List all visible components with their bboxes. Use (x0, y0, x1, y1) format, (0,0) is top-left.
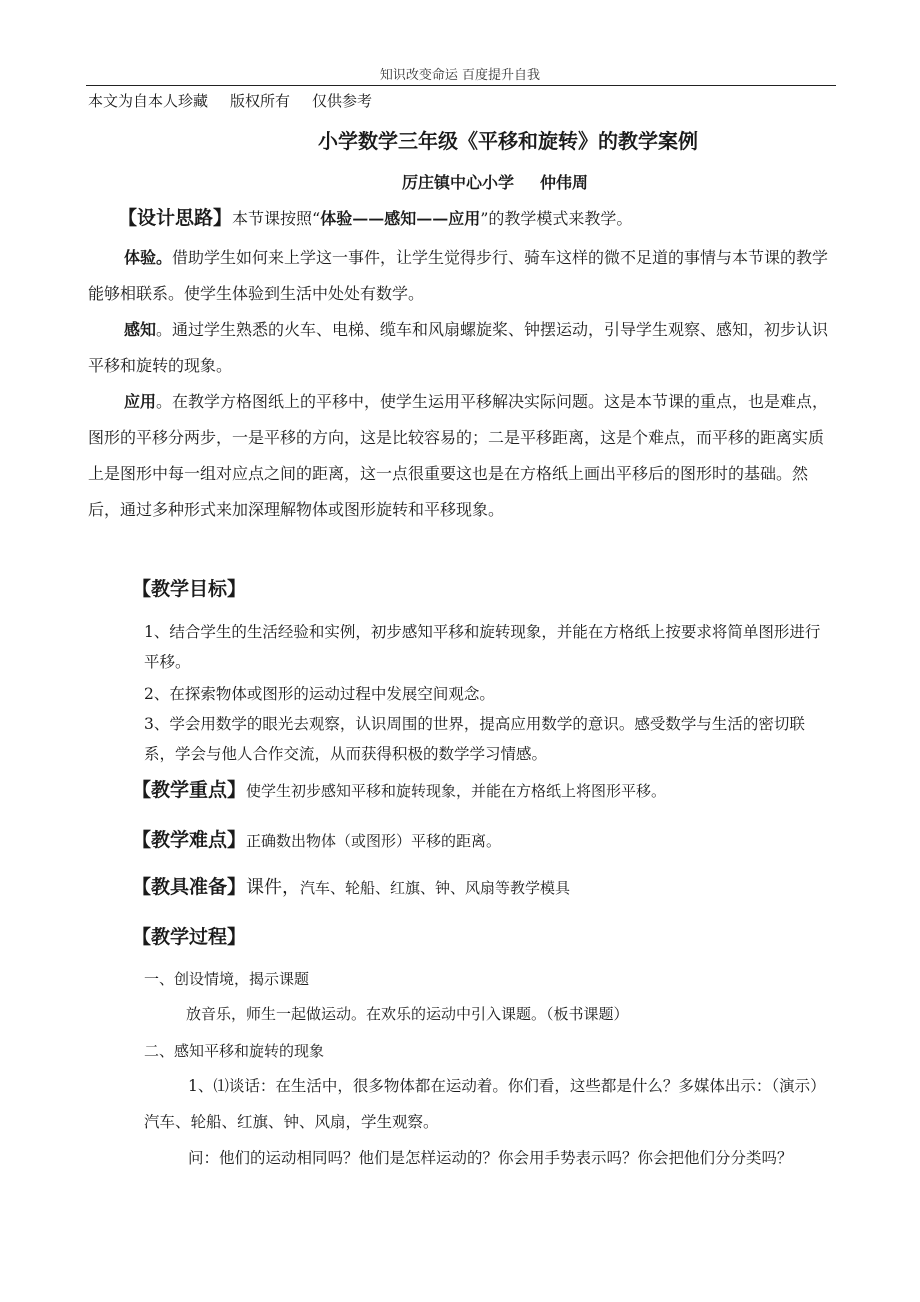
process-step-2-paragraph-1: 1、⑴谈话：在生活中，很多物体都在运动着。你们看，这些都是什么？多媒体出示：（演示）汽车、轮船、红旗、钟、风扇，学生观察。 (144, 1077, 826, 1131)
experience-text: 借助学生如何来上学这一事件，让学生觉得步行、骑车这样的微不足道的事情与本节课的教学能够相联系。使学生体验到生活中处处有数学。 (88, 248, 829, 303)
difficulty-section (132, 825, 501, 852)
author-school: 厉庄镇中心小学 (402, 173, 515, 192)
application-paragraph (88, 384, 832, 528)
design-section (118, 200, 838, 237)
objectives-heading: 【教学目标】 (132, 578, 247, 600)
document-title: 小学数学三年级《平移和旋转》的教学案例 (318, 129, 698, 153)
tools-text: 汽车、轮船、红旗、钟、风扇等教学模具 (300, 879, 571, 897)
objective-item-3: 3、学会用数学的眼光去观察，认识周围的世界，提高应用数学的意识。感受数学与生活的密切联系，学会与他人合作交流，从而获得积极的数学学习情感。 (144, 715, 805, 763)
process-step-2-heading: 二、感知平移和旋转的现象 (144, 1042, 325, 1060)
objective-item-1: 1、结合学生的生活经验和实例，初步感知平移和旋转现象，并能在方格纸上按要求将简单图形进行平移。 (144, 623, 821, 671)
author-name: 仲伟周 (540, 173, 589, 192)
experience-label: 体验。 (124, 248, 173, 267)
perception-paragraph (88, 312, 832, 384)
author-line (402, 170, 588, 193)
experience-paragraph (88, 240, 832, 312)
header-divider (86, 85, 836, 86)
tools-heading: 【教具准备】 (132, 876, 247, 898)
copyright-note (88, 90, 372, 111)
perception-label: 感知 (124, 320, 157, 339)
process-heading: 【教学过程】 (132, 926, 247, 948)
note-part-1: 本文为自本人珍藏 (88, 92, 209, 110)
tools-text-lead: 课件， (246, 877, 301, 898)
process-step-2-paragraph-2: 问：他们的运动相同吗？他们是怎样运动的？你会用手势表示吗？你会把他们分分类吗？ (188, 1149, 793, 1167)
key-point-heading: 【教学重点】 (132, 779, 247, 801)
key-point-section (132, 775, 666, 802)
process-step-1-text: 放音乐，师生一起做运动。在欢乐的运动中引入课题。（板书课题） (186, 1005, 629, 1023)
difficulty-heading: 【教学难点】 (132, 829, 247, 851)
design-heading: 【设计思路】 (118, 207, 233, 229)
design-text-post: ”的教学模式来教学。 (480, 209, 633, 228)
perception-text: 。通过学生熟悉的火车、电梯、缆车和风扇螺旋桨、钟摆运动，引导学生观察、感知，初步认识平移和旋转的现象。 (88, 320, 829, 375)
note-part-3: 仅供参考 (312, 92, 373, 110)
note-part-2: 版权所有 (230, 92, 291, 110)
application-label: 应用 (124, 392, 157, 411)
design-text-pre: 本节课按照“ (232, 209, 321, 228)
objective-item-2: 2、在探索物体或图形的运动过程中发展空间观念。 (144, 685, 495, 703)
tools-section (132, 872, 570, 899)
header-motto: 知识改变命运 百度提升自我 (379, 68, 541, 83)
difficulty-text: 正确数出物体（或图形）平移的距离。 (246, 832, 502, 850)
process-step-1-heading: 一、创设情境，揭示课题 (144, 970, 310, 988)
design-mode: 体验——感知——应用 (320, 209, 481, 228)
key-point-text: 使学生初步感知平移和旋转现象，并能在方格纸上将图形平移。 (246, 782, 667, 800)
application-text: 。在教学方格图纸上的平移中，使学生运用平移解决实际问题。这是本节课的重点，也是难点，图形的平移分两步，一是平移的方向，这是比较容易的；二是平移距离，这是个难点，而平移的距离实质上是图形中每一组对应点之间的距离，这一点很重要这也是在方格纸上画出平移后的图形时的基础。然后，通过多种形式来加深理解物体或图形旋转和平移现象。 (88, 392, 829, 519)
